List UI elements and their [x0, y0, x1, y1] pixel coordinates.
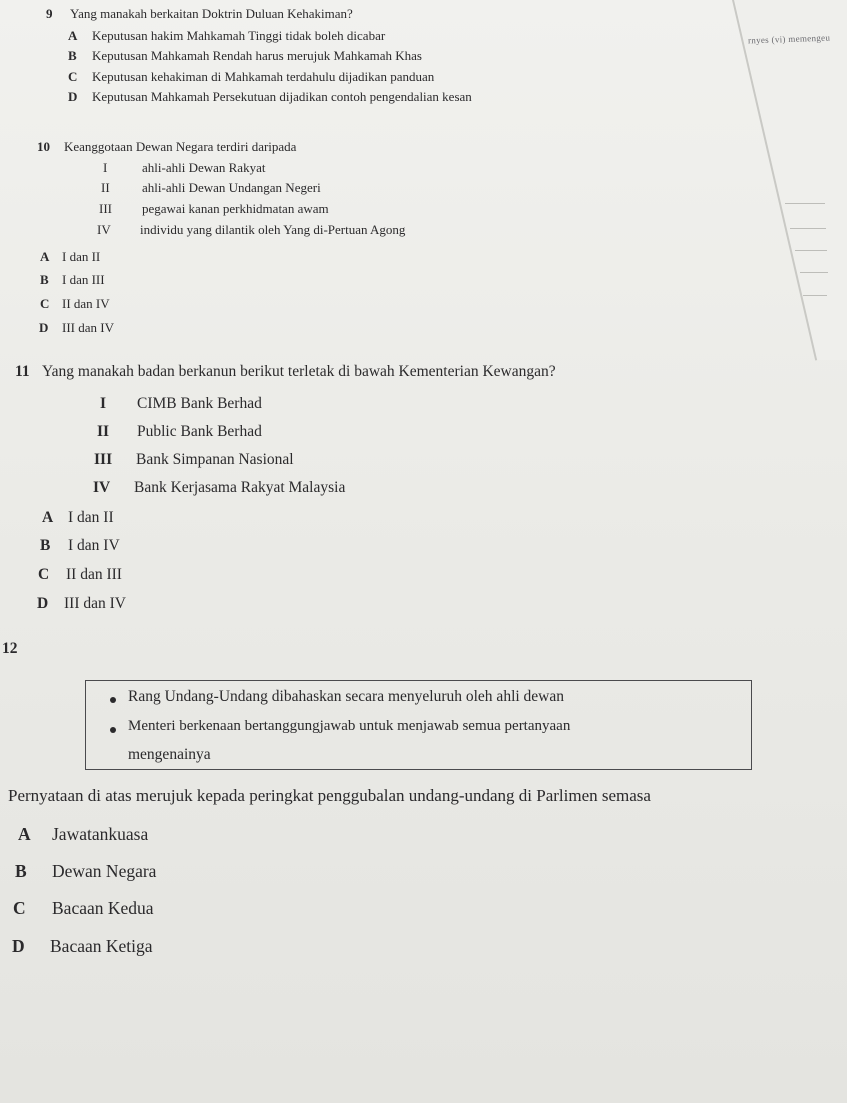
question-stem: Yang manakah berkaitan Doktrin Duluan Kehakiman?	[70, 6, 353, 21]
option-letter: B	[15, 861, 27, 881]
underlying-page-text: rnyes (vi) memengeu	[747, 32, 831, 46]
question-number: 12	[2, 640, 18, 657]
statement-text: Bank Simpanan Nasional	[136, 451, 294, 468]
option-text: III dan IV	[62, 320, 114, 335]
option-letter: A	[42, 509, 54, 526]
option-text: Keputusan kehakiman di Mahkamah terdahulu dijadikan panduan	[92, 69, 435, 84]
question-stem: Yang manakah badan berkanun berikut terletak di bawah Kementerian Kewangan?	[42, 363, 556, 380]
statement-text: Bank Kerjasama Rakyat Malaysia	[134, 479, 346, 496]
statement-text: pegawai kanan perkhidmatan awam	[142, 201, 329, 216]
option-text: Keputusan hakim Mahkamah Tinggi tidak boleh dicabar	[92, 28, 386, 43]
question-stem: Pernyataan di atas merujuk kepada peringkat penggubalan undang-undang di Parlimen semasa	[8, 786, 651, 805]
option-text: I dan III	[62, 272, 105, 287]
option-letter: D	[37, 595, 49, 612]
roman-numeral: IV	[97, 222, 111, 237]
option-letter: C	[68, 69, 78, 84]
option-letter: C	[13, 898, 26, 918]
statement-text: ahli-ahli Dewan Undangan Negeri	[142, 180, 321, 195]
bullet-point	[110, 727, 116, 733]
roman-numeral: I	[100, 395, 107, 412]
option-letter: C	[38, 566, 50, 583]
roman-numeral: III	[99, 201, 112, 216]
option-letter: B	[68, 48, 77, 63]
statement-text: Public Bank Berhad	[137, 423, 262, 440]
option-text: II dan III	[66, 566, 122, 583]
box-statement-continuation: mengenainya	[128, 746, 211, 763]
option-text: Keputusan Mahkamah Rendah harus merujuk Mahkamah Khas	[92, 48, 422, 63]
bullet-point	[110, 697, 116, 703]
underlying-rule	[785, 203, 825, 204]
option-text: I dan II	[68, 509, 114, 526]
option-text: Jawatankuasa	[52, 824, 149, 844]
option-text: Keputusan Mahkamah Persekutuan dijadikan contoh pengendalian kesan	[92, 89, 472, 104]
statement-text: ahli-ahli Dewan Rakyat	[142, 160, 266, 175]
roman-numeral: II	[101, 180, 110, 195]
box-statement: Menteri berkenaan bertanggungjawab untuk menjawab semua pertanyaan	[128, 718, 571, 734]
option-letter: D	[68, 89, 78, 104]
option-letter: D	[12, 936, 25, 956]
box-statement: Rang Undang-Undang dibahaskan secara menyeluruh oleh ahli dewan	[128, 688, 565, 705]
option-text: III dan IV	[64, 595, 126, 612]
underlying-rule	[795, 250, 827, 251]
option-letter: D	[39, 320, 49, 335]
option-text: II dan IV	[62, 296, 110, 311]
question-stem: Keanggotaan Dewan Negara terdiri daripada	[64, 139, 297, 154]
question-number: 10	[37, 139, 50, 154]
roman-numeral: III	[94, 451, 113, 468]
option-letter: A	[40, 249, 50, 264]
option-text: I dan IV	[68, 537, 120, 554]
underlying-rule	[790, 228, 826, 229]
underlying-rule	[800, 272, 828, 273]
option-text: Bacaan Kedua	[52, 898, 154, 918]
statement-text: CIMB Bank Berhad	[137, 395, 262, 412]
underlying-rule	[803, 295, 827, 296]
option-letter: A	[18, 824, 31, 844]
option-text: I dan II	[62, 249, 101, 264]
roman-numeral: IV	[93, 479, 111, 496]
option-text: Dewan Negara	[52, 861, 157, 881]
option-letter: B	[40, 272, 49, 287]
option-letter: B	[40, 537, 51, 554]
roman-numeral: I	[103, 160, 108, 175]
statement-text: individu yang dilantik oleh Yang di-Pertuan Agong	[140, 222, 406, 237]
option-letter: A	[68, 28, 78, 43]
option-letter: C	[40, 296, 50, 311]
question-number: 9	[46, 6, 53, 21]
question-number: 11	[15, 363, 30, 380]
option-text: Bacaan Ketiga	[50, 936, 153, 956]
roman-numeral: II	[97, 423, 110, 440]
